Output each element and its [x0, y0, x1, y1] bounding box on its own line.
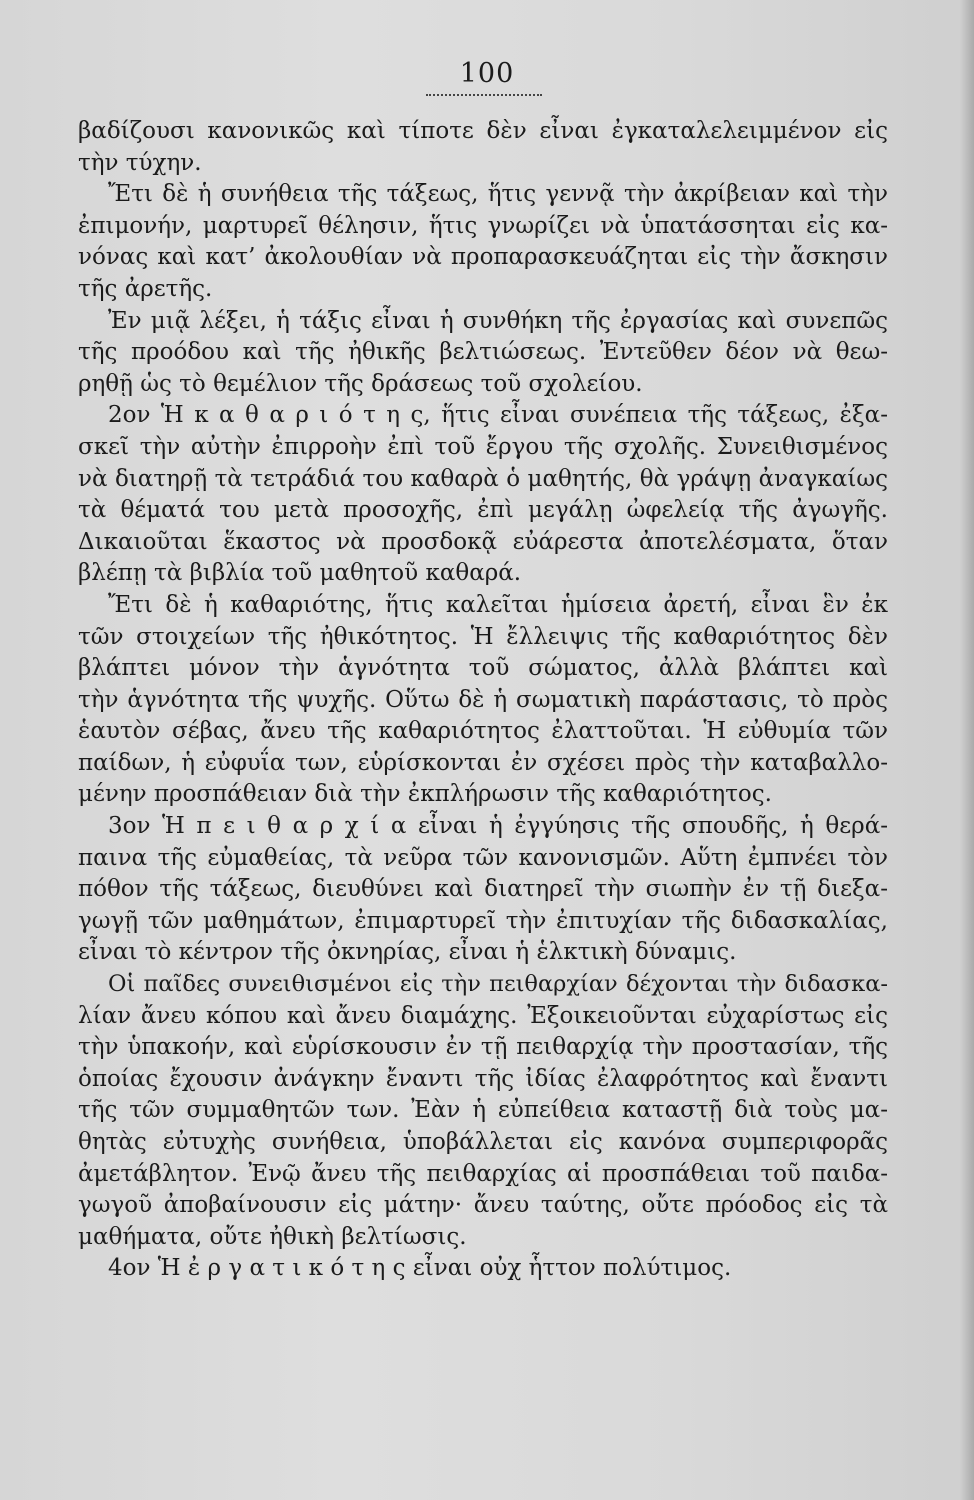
text-line: τὴν τύχην. [78, 149, 202, 176]
text-line: Ἐν μιᾷ λέξει, ἡ τάξις εἶναι ἡ συνθήκη τῆς ἐργασίας καὶ συνεπῶς [108, 307, 888, 334]
text-line: σκεῖ τὴν αὐτὴν ἐπιρροὴν ἐπὶ τοῦ ἔργου τῆς σχολῆς. Συνειθισμένος [78, 433, 888, 460]
text-line: εἶναι τὸ κέντρον τῆς ὀκνηρίας, εἶναι ἡ ἑλκτικὴ δύναμις. [78, 939, 737, 966]
text-line: τὴν ὑπακοήν, καὶ εὑρίσκουσιν ἐν τῇ πειθαρχίᾳ τὴν προστασίαν, τῆς [78, 1034, 888, 1061]
text-line: 2ον Ἡ κ α θ α ρ ι ό τ η ς, ἥτις εἶναι συνέπεια τῆς τάξεως, ἐξα- [108, 402, 888, 429]
text-line: παίδων, ἡ εὐφυΐα των, εὑρίσκονται ἐν σχέσει πρὸς τὴν καταβαλλο- [78, 749, 888, 776]
text-line: ἑαυτὸν σέβας, ἄνευ τῆς καθαριότητος ἐλαττοῦται. Ἡ εὐθυμία τῶν [78, 718, 888, 745]
text-line: θητὰς εὐτυχὴς συνήθεια, ὑποβάλλεται εἰς κανόνα συμπεριφορᾶς [78, 1129, 888, 1155]
text-line: ὁποίας ἔχουσιν ἀνάγκην ἔναντι τῆς ἰδίας ἐλαφρότητος καὶ ἔναντι [78, 1065, 888, 1092]
text-line: ἀμετάβλητον. Ἐνῷ ἄνευ τῆς πειθαρχίας αἱ προσπάθειαι τοῦ παιδα- [78, 1160, 888, 1187]
text-line: Ἔτι δὲ ἡ καθαριότης, ἥτις καλεῖται ἡμίσεια ἀρετή, εἶναι ἓν ἐκ [108, 591, 888, 618]
text-line: τὴν ἁγνότητα τῆς ψυχῆς. Οὕτω δὲ ἡ σωματικὴ παράστασις, τὸ πρὸς [78, 686, 888, 713]
text-line: γωγοῦ ἀποβαίνουσιν εἰς μάτην· ἄνευ ταύτης, οὔτε πρόοδος εἰς τὰ [78, 1192, 888, 1219]
text-line: γωγῇ τῶν μαθημάτων, ἐπιμαρτυρεῖ τὴν ἐπιτυχίαν τῆς διδασκαλίας, [78, 907, 888, 934]
text-line: τῆς τῶν συμμαθητῶν των. Ἐὰν ἡ εὐπείθεια καταστῇ διὰ τοὺς μα- [78, 1097, 888, 1124]
text-line: νόνας καὶ κατ’ ἀκολουθίαν νὰ προπαρασκευάζηται εἰς τὴν ἄσκησιν [78, 244, 888, 271]
text-line: 4ον Ἡ ἐ ρ γ α τ ι κ ό τ η ς εἶναι οὐχ ἧττον πολύτιμος. [108, 1255, 732, 1282]
text-line: ἐπιμονήν, μαρτυρεῖ θέλησιν, ἥτις γνωρίζει νὰ ὑπατάσσηται εἰς κα- [78, 212, 888, 239]
text-line: τὰ θέματά του μετὰ προσοχῆς, ἐπὶ μεγάλῃ ὠφελείᾳ τῆς ἀγωγῆς. [78, 497, 888, 524]
page-number: 100 [459, 58, 515, 89]
text-line: τῶν στοιχείων τῆς ἠθικότητος. Ἡ ἔλλειψις τῆς καθαριότητος δὲν [78, 623, 888, 650]
header-dotted-rule [426, 94, 542, 96]
text-line: μένην προσπάθειαν διὰ τὴν ἐκπλήρωσιν τῆς καθαριότητος. [78, 781, 772, 808]
text-line: βλέπῃ τὰ βιβλία τοῦ μαθητοῦ καθαρά. [78, 560, 522, 587]
text-line: μαθήματα, οὔτε ἠθικὴ βελτίωσις. [78, 1223, 467, 1250]
body-text [78, 116, 888, 1285]
text-line: Δικαιοῦται ἕκαστος νὰ προσδοκᾷ εὐάρεστα ἀποτελέσματα, ὅταν [78, 528, 888, 555]
text-line: νὰ διατηρῇ τὰ τετράδιά του καθαρὰ ὁ μαθητής, θὰ γράψῃ ἀναγκαίως [78, 465, 888, 492]
text-line: παινα τῆς εὐμαθείας, τὰ νεῦρα τῶν κανονισμῶν. Αὕτη ἐμπνέει τὸν [78, 844, 888, 871]
text-line: τῆς προόδου καὶ τῆς ἠθικῆς βελτιώσεως. Ἐντεῦθεν δέον νὰ θεω- [78, 339, 888, 366]
text-line: Οἱ παῖδες συνειθισμένοι εἰς τὴν πειθαρχίαν δέχονται τὴν διδασκα- [108, 971, 888, 998]
text-line: βλάπτει μόνον τὴν ἁγνότητα τοῦ σώματος, ἀλλὰ βλάπτει καὶ [78, 655, 888, 682]
text-line: βαδίζουσι κανονικῶς καὶ τίποτε δὲν εἶναι ἐγκαταλελειμμένον εἰς [78, 118, 888, 144]
text-line: 3ον Ἡ π ε ι θ α ρ χ ί α εἶναι ἡ ἐγγύησις τῆς σπουδῆς, ἡ θερά- [108, 813, 888, 840]
text-line: ρηθῇ ὡς τὸ θεμέλιον τῆς δράσεως τοῦ σχολείου. [78, 370, 643, 397]
text-line: λίαν ἄνευ κόπου καὶ ἄνευ διαμάχης. Ἐξοικειοῦνται εὐχαρίστως εἰς [78, 1002, 888, 1029]
text-line: Ἔτι δὲ ἡ συνήθεια τῆς τάξεως, ἥτις γεννᾷ τὴν ἀκρίβειαν καὶ τὴν [108, 181, 888, 208]
text-line: πόθον τῆς τάξεως, διευθύνει καὶ διατηρεῖ τὴν σιωπὴν ἐν τῇ διεξα- [78, 876, 888, 903]
text-line: τῆς ἀρετῆς. [78, 275, 213, 302]
